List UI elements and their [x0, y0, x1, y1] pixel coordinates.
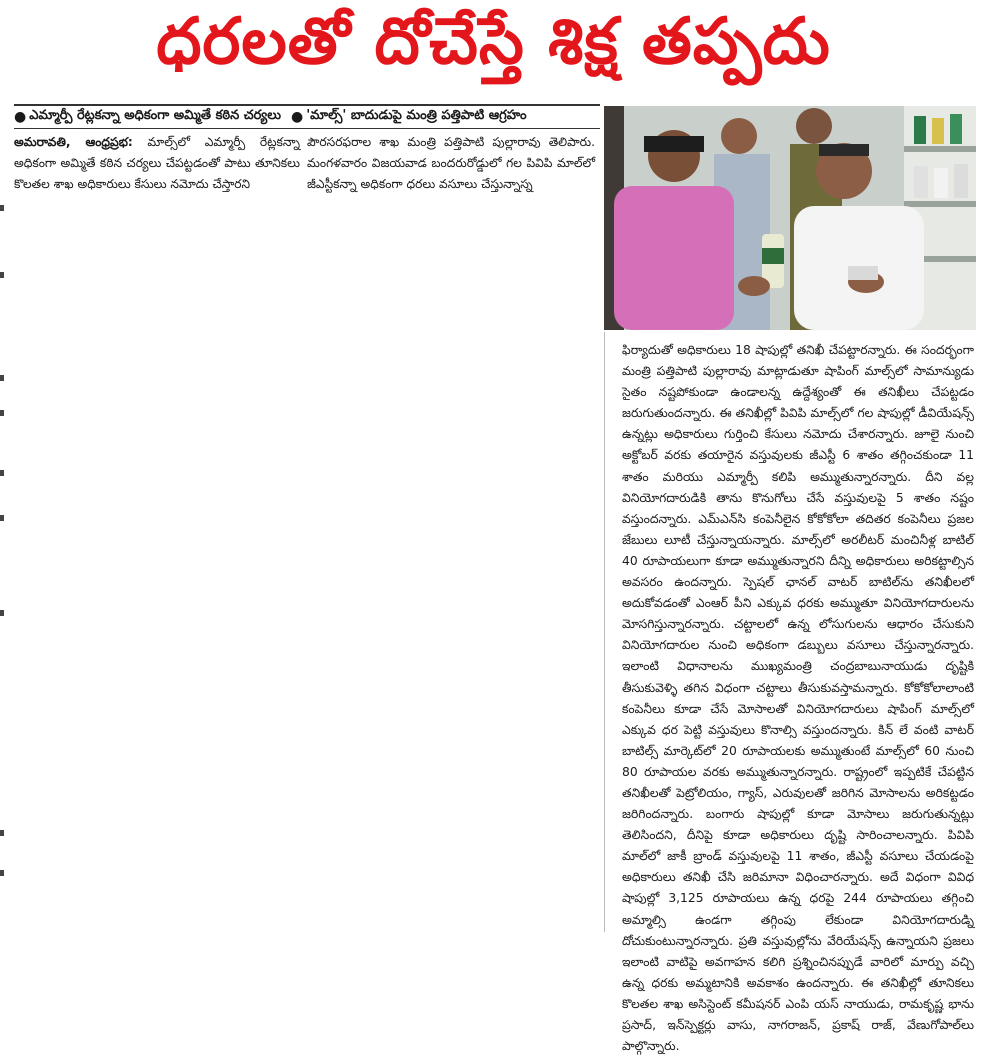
intro-column-2 — [307, 132, 595, 208]
left-edge-marks — [0, 0, 6, 933]
column-divider — [604, 332, 605, 932]
dateline: అమరావతి, ఆంధ్రప్రభ: — [14, 135, 133, 149]
intro-text-2: పౌరసరఫరాల శాఖ మంత్రి పత్తిపాటి పుల్లారావు తెలిపారు. మంగళవారం విజయవాడ బందరురోడ్డులో గల పివిపి మాల్‌లో జీఎస్టీకన్నా అధికంగా ధరలు వసూలు చేస్తున్నాస్న — [307, 135, 595, 191]
article-body: ఫిర్యాదుతో అధికారులు 18 షాపుల్లో తనిఖీ చేపట్టారన్నారు. ఈ సందర్భంగా మంత్రి పత్తిపాటి పుల్లారావు మాట్లాడుతూ షాపింగ్ మాల్స్‌లో సామాన్యుడు సైతం నష్టపోకుండా ఉండాలన్న ఉద్దేశ్యంతో ఈ తనిఖీలు చేపట్టడం జరుగుతుందన్నారు. ఈ తనిఖీల్లో పివిపి మాల్స్‌లో గల షాపుల్లో డీవియేషన్స్ ఉన్నట్లు అధికారులు గుర్తించి కేసులు నమోదు చేశారన్నారు. జూలై నుంచి అక్టోబర్ వరకు తయారైన వస్తువులకు జీఎస్టీ 6 శాతం తగ్గించకుండా 11 శాతం మరియు ఎమ్మార్పీ కలిపి అమ్ముతున్నారన్నారు. దీని వల్ల వినియోగదారుడికి తాను కొనుగోలు చేసే వస్తువులపై 5 శాతం నష్టం వస్తుందన్నారు. ఎమ్ఎన్‌సి కంపెనీలైన కోకోకోలా తదితర కంపెనీలు ప్రజల జేబులు లూటీ చేస్తున్నాయన్నారు. మాల్స్‌లో అరలీటర్ మంచినీళ్ల బాటిల్ 40 రూపాయలుగా కూడా అమ్ముతున్నారని దీన్ని అధికారులు అరికట్టాల్సిన అవసరం ఉందన్నారు. స్పెషల్ ఛానల్ వాటర్ బాటిల్‌ను తనిఖీలలో అదుకోవడంతో ఎంఆర్ పీని ఎక్కువ ధరకు అమ్ముతూ వినియోగదారులను మోసగిస్తున్నారన్నారు. చట్టాలలో ఉన్న లోసుగులను ఆధారం చేసుకుని వినియోగదారుల నుంచి అధికంగా డబ్బులు వసూలు చేస్తున్నారన్నారు. ఇలాంటి విధానాలను ముఖ్యమంత్రి చంద్రబాబునాయుడు దృష్టికి తీసుకువెళ్ళి తగిన విధంగా చట్టాలు తీసుకువస్తామన్నారు. కోకోకోలాలాంటి కంపెనీలు కూడా చేసే మోసాలతో వినియోగదారులు షాపింగ్ మాల్స్‌లో ఎక్కువ ధర పెట్టి వస్తువులు కొనాల్సి వస్తుందన్నారు. కిన్ లే వంటి వాటర్ బాటిల్స్ మార్కెట్‌లో 20 రూపాయలకు అమ్ముతుంటే మాల్స్‌లో 60 నుంచి 80 రూపాయల వరకు అమ్ముతున్నారన్నారు. రాష్ట్రంలో ఇప్పటికే చేపట్టిన తనిఖీలతో పెట్రోలియం, గ్యాస్, ఎరువులతో జరిగిన మోసాలను అరికట్టడం జరిగిందన్నారు. బంగారు షాపుల్లో కూడా మోసాలు జరుగుతున్నట్లు తెలిసిందని, దీనిపై కూడా అధికారులు దృష్టి సారించాలన్నారు. పివిపి మాల్‌లో జాకీ బ్రాండ్ వస్తువులపై 11 శాతం, జీఎస్టీ వసూలు చేయడంపై అధికారులు తనిఖీ చేసి జరిమానా విధించారన్నారు. అదే విధంగా వివిధ షాపుల్లో 3,125 రూపాయలు ఉన్న ధరపై 244 రూపాయలు తగ్గించి అమ్మాల్సి ఉండగా తగ్గింపు లేకుండా వినియోగదారుడ్ని దోచుకుంటున్నారన్నారు. ప్రతి వస్తువుల్లోను వేరియేషన్స్ ఉన్నాయని ప్రజలు ఇలాంటి వాటిపై అవగాహన కలిగి ప్రశ్నించినప్పుడే వారిలో మార్పు వచ్చి ఉన్న ధరకు అమ్మటానికి అవకాశం ఉందన్నారు. ఈ తనిఖీల్లో తూనికలు కొలతల శాఖ అసిస్టెంట్ కమీషనర్ ఎంపి యస్ నాయుడు, రామకృష్ణ భాను ప్రసాద్, ఇన్‌స్పెక్టర్లు వాసు, నాగరాజన్, ప్రకాష్ రాజ్, వేణుగోపాల్‌లు పాల్గొన్నారు. — [622, 343, 974, 1054]
subheadline-bar — [14, 104, 600, 129]
intro-column-1 — [14, 132, 300, 208]
photo-illustration — [604, 106, 976, 330]
bullet-icon: ● — [14, 109, 27, 125]
bullet-icon: ● — [290, 109, 304, 125]
intro-text-1: మాల్స్‌లో ఎమ్మార్పీ రేట్లకన్నా అధికంగా అమ్మితే కఠిన చర్యలు చేపట్టడంతో పాటు తూనికలు కొలతల శాఖ అధికారులు కేసులు నమోదు చేస్తారని — [14, 135, 301, 191]
news-photo — [604, 106, 976, 330]
subheadline-1: ఎమ్మార్పీ రేట్లకన్నా అధికంగా అమ్మితే కఠిన చర్యలు — [29, 108, 281, 123]
headline: ధరలతో దోచేస్తే శిక్ష తప్పదు — [156, 4, 831, 79]
subheadline-2: 'మాల్స్' బాదుడుపై మంత్రి పత్తిపాటి ఆగ్రహం — [306, 108, 527, 123]
